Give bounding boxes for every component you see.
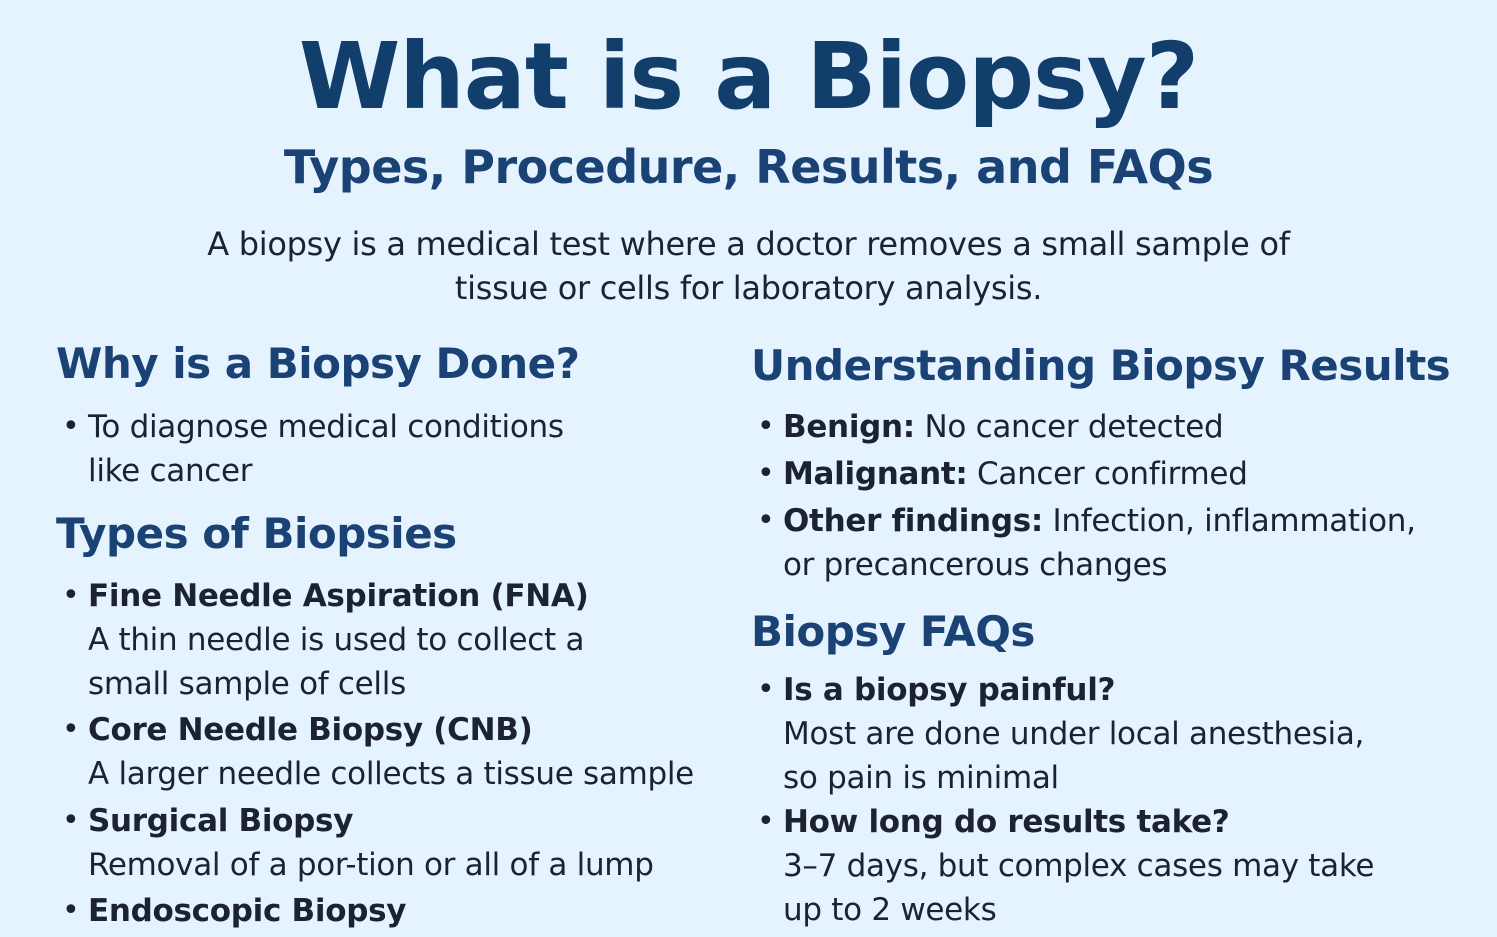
why-item [62,405,564,493]
types-item-term: Core Needle Biopsy (CNB) [88,712,533,748]
bullet-icon: • [757,409,775,444]
bullet-icon: • [757,503,775,538]
results-item-line-2: or precancerous changes [783,547,1168,583]
types-item-surgical [62,799,654,887]
results-item-term: Benign: [783,409,915,445]
results-item-other [757,499,1416,587]
results-heading: Understanding Biopsy Results [751,341,1451,390]
types-item-line-1: A thin needle is used to collect a [88,622,585,658]
faq-item-results-time [757,800,1374,932]
types-item-term: Surgical Biopsy [88,803,354,839]
results-item-text: No cancer detected [924,409,1224,445]
page-subtitle: Types, Procedure, Results, and FAQs [283,140,1214,194]
bullet-icon: • [62,578,80,613]
intro-line-1: A biopsy is a medical test where a doctor removes a small sample of [207,225,1290,263]
bullet-icon: • [757,804,775,839]
faqs-heading: Biopsy FAQs [751,607,1035,656]
types-item-line-1: A larger needle collects a tissue sample [88,756,694,792]
bullet-icon: • [62,803,80,838]
bullet-icon: • [757,456,775,491]
types-item-line-2: small sample of cells [88,666,406,702]
types-item-endoscopic [62,889,406,933]
faq-answer-line-2: up to 2 weeks [783,892,997,928]
results-item-benign [757,405,1223,449]
faq-item-pain [757,668,1364,800]
page-title: What is a Biopsy? [298,23,1199,130]
results-item-term: Malignant: [783,456,968,492]
bullet-icon: • [62,712,80,747]
types-heading: Types of Biopsies [56,509,457,558]
faq-question: How long do results take? [783,804,1230,840]
results-item-malignant [757,452,1248,496]
types-item-fna [62,574,588,706]
faq-answer-line-1: Most are done under local anesthesia, [783,716,1365,752]
types-item-line-1: Removal of a por-tion or all of a lump [88,847,654,883]
results-item-text: Infection, inflammation, [1052,503,1416,539]
types-item-term: Endoscopic Biopsy [88,893,407,929]
intro-paragraph [120,222,1377,310]
faq-answer-line-1: 3–7 days, but complex cases may take [783,848,1375,884]
bullet-icon: • [62,893,80,928]
intro-line-2: tissue or cells for laboratory analysis. [454,269,1043,307]
results-item-text: Cancer confirmed [977,456,1248,492]
faq-question: Is a biopsy painful? [783,672,1116,708]
results-item-term: Other findings: [783,503,1043,539]
why-heading: Why is a Biopsy Done? [56,339,580,388]
types-item-cnb [62,708,694,796]
faq-answer-line-2: so pain is minimal [783,760,1059,796]
why-item-line-2: like cancer [88,453,253,489]
bullet-icon: • [62,409,80,444]
bullet-icon: • [757,672,775,707]
why-item-line-1: To diagnose medical conditions [88,409,564,445]
types-item-term: Fine Needle Aspiration (FNA) [88,578,589,614]
